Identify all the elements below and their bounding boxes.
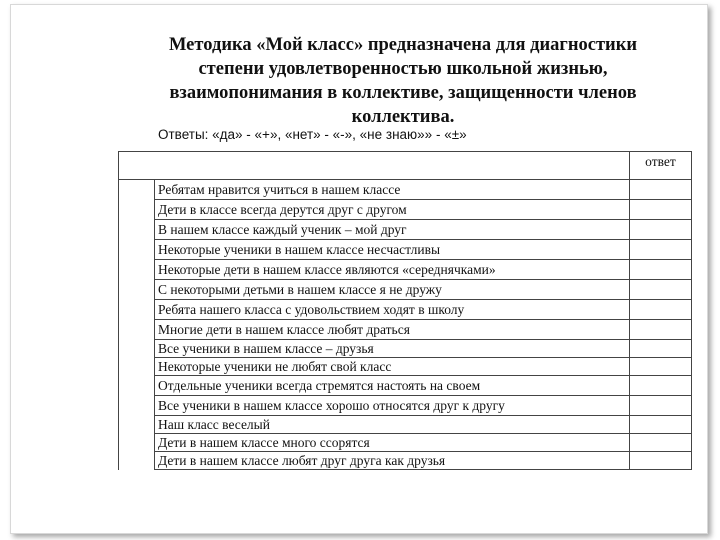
table-spacer-cell	[119, 240, 155, 260]
answer-cell[interactable]	[630, 340, 692, 358]
answer-cell[interactable]	[630, 320, 692, 340]
table-row	[119, 220, 692, 240]
answer-cell[interactable]	[630, 434, 692, 452]
question-header-cell	[155, 152, 630, 180]
title-line: взаимопонимания в коллективе, защищенности членов	[169, 83, 637, 103]
question-cell: Дети в нашем классе много ссорятся	[155, 434, 630, 452]
question-cell: В нашем классе каждый ученик – мой друг	[155, 220, 630, 240]
question-cell: Многие дети в нашем классе любят драться	[155, 320, 630, 340]
table-header-row	[119, 152, 692, 180]
questionnaire-table	[118, 151, 692, 470]
table-row	[119, 280, 692, 300]
answer-cell[interactable]	[630, 452, 692, 470]
table-row	[119, 358, 692, 376]
question-cell: Некоторые ученики в нашем классе несчастливы	[155, 240, 630, 260]
table-row	[119, 452, 692, 470]
answer-cell[interactable]	[630, 260, 692, 280]
answer-cell[interactable]	[630, 280, 692, 300]
title-line: Методика «Мой класс» предназначена для диагностики	[168, 35, 638, 55]
table-row	[119, 240, 692, 260]
table-spacer-cell	[119, 200, 155, 220]
answer-cell[interactable]	[630, 358, 692, 376]
table-spacer-cell	[119, 376, 155, 396]
answer-cell[interactable]	[630, 416, 692, 434]
table-spacer-cell	[119, 320, 155, 340]
table-row	[119, 300, 692, 320]
table-spacer-cell	[119, 396, 155, 416]
table-spacer-cell	[119, 152, 155, 180]
table-row	[119, 320, 692, 340]
answer-cell[interactable]	[630, 240, 692, 260]
question-cell: С некоторыми детьми в нашем классе я не дружу	[155, 280, 630, 300]
question-cell: Все ученики в нашем классе хорошо относятся друг к другу	[155, 396, 630, 416]
page-title	[110, 33, 696, 129]
table-spacer-cell	[119, 300, 155, 320]
table-row	[119, 180, 692, 200]
answer-cell[interactable]	[630, 300, 692, 320]
table-spacer-cell	[119, 260, 155, 280]
table-row	[119, 376, 692, 396]
table-spacer-cell	[119, 434, 155, 452]
table-spacer-cell	[119, 358, 155, 376]
answer-legend: Ответы: «да» - «+», «нет» - «-», «не знаю»» - «±»	[158, 127, 467, 142]
table-spacer-cell	[119, 280, 155, 300]
table-row	[119, 396, 692, 416]
answer-cell[interactable]	[630, 396, 692, 416]
question-cell: Дети в классе всегда дерутся друг с другом	[155, 200, 630, 220]
table-row	[119, 340, 692, 358]
question-cell: Дети в нашем классе любят друг друга как друзья	[155, 452, 630, 470]
answer-column-header: ответ	[630, 152, 692, 180]
answer-cell[interactable]	[630, 376, 692, 396]
table-spacer-cell	[119, 340, 155, 358]
answer-cell[interactable]	[630, 220, 692, 240]
table-row	[119, 200, 692, 220]
answer-cell[interactable]	[630, 200, 692, 220]
table-row	[119, 434, 692, 452]
table-spacer-cell	[119, 416, 155, 434]
title-line: коллектива.	[351, 107, 455, 127]
question-cell: Некоторые дети в нашем классе являются «середнячками»	[155, 260, 630, 280]
question-cell: Наш класс веселый	[155, 416, 630, 434]
question-cell: Ребята нашего класса с удовольствием ходят в школу	[155, 300, 630, 320]
question-cell: Некоторые ученики не любят свой класс	[155, 358, 630, 376]
title-line: степени удовлетворенностью школьной жизнью,	[198, 59, 608, 79]
question-cell: Все ученики в нашем классе – друзья	[155, 340, 630, 358]
question-cell: Отдельные ученики всегда стремятся настоять на своем	[155, 376, 630, 396]
table-row	[119, 416, 692, 434]
table-spacer-cell	[119, 452, 155, 470]
question-cell: Ребятам нравится учиться в нашем классе	[155, 180, 630, 200]
table-spacer-cell	[119, 180, 155, 200]
answer-cell[interactable]	[630, 180, 692, 200]
table-row	[119, 260, 692, 280]
table-spacer-cell	[119, 220, 155, 240]
